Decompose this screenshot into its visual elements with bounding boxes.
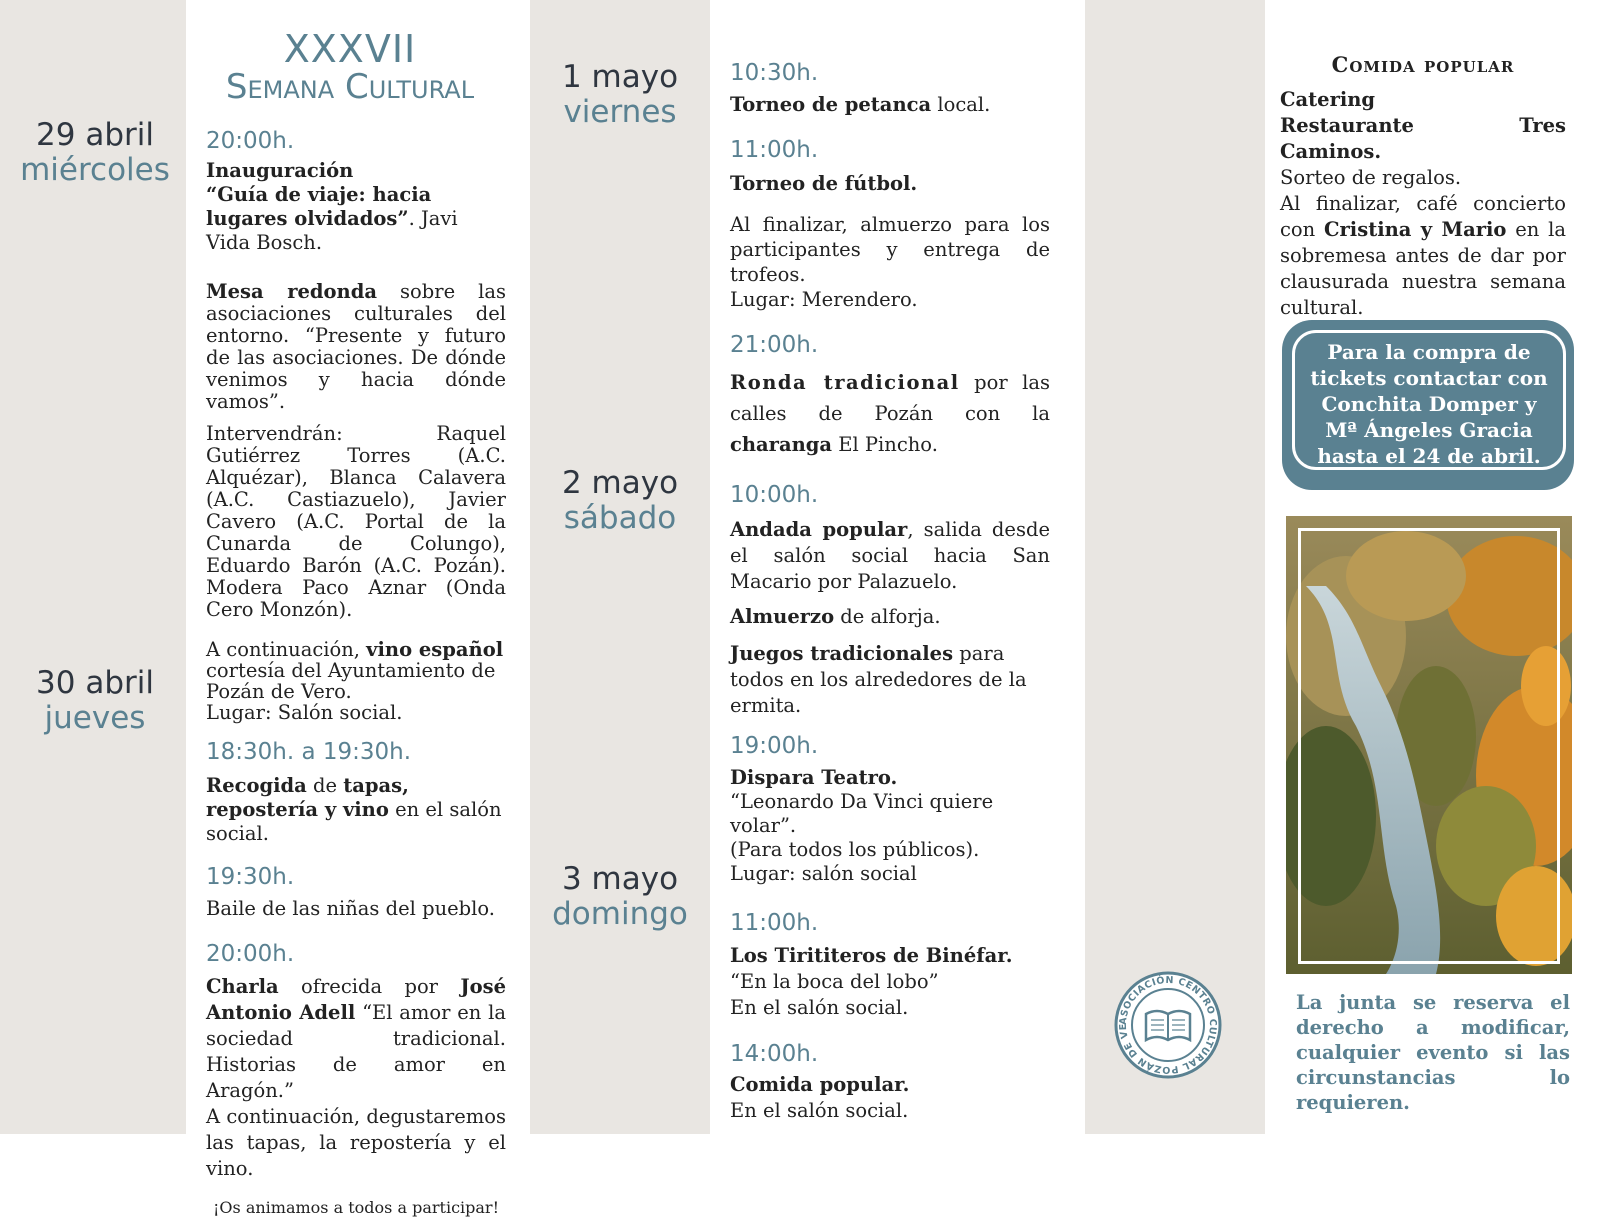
event-time: 19:30h. [206,864,295,890]
event-time: 21:00h. [730,332,819,358]
closing-message: ¡Os animamos a todos a participar! [212,1198,499,1217]
event-description: sobre las asociaciones culturales del entorno. “Presente y futuro de las asociaciones. De dónde venimos y hacia dónde vamos”. [206,280,507,413]
event-description: cortesía del Ayuntamiento de Pozán de Vero. [206,659,496,703]
column-1-program [206,130,506,1220]
day-label-2-mayo [545,465,695,536]
day-weekday: viernes [563,94,677,130]
event-speaker: José Antonio Adell [206,975,506,1024]
event-text: de alforja. [834,605,941,628]
event-degustacion: A continuación, degustaremos las tapas, la repostería y el vino. [206,1105,506,1180]
event-description: para todos en los alrededores de la ermita. [730,642,1027,717]
disclaimer-note: La junta se reserva el derecho a modificar, cualquier evento si las circunstancias lo requieren. [1296,991,1570,1114]
event-futbol [730,172,1050,196]
event-description: , salida desde el salón social hacia San Macario por Palazuelo. [730,518,1050,593]
day-weekday: domingo [552,896,688,932]
day-label-30-abril [20,665,170,736]
day-weekday: miércoles [20,152,170,188]
event-title: Mesa redonda [206,280,377,303]
event-time: 14:00h. [730,1041,819,1067]
event-text: A continuación, [206,638,367,661]
event-title: Ronda tradicional [730,371,960,394]
event-title: Comida popular. [730,1073,910,1096]
event-time: 18:30h. a 19:30h. [206,739,412,765]
event-title: Inauguración [206,159,354,182]
concert-rest: en la sobremesa antes de dar por clausurada nuestra semana cultural. [1280,218,1566,319]
event-mesa-redonda [206,281,506,413]
event-location: Lugar: Salón social. [206,701,403,724]
logo-text: ASOCIACIÓN CENTRO CULTURAL POZÁN DE VE [1117,974,1219,1076]
day-weekday: jueves [44,700,146,736]
event-location: En el salón social. [730,996,909,1019]
event-description: “El amor en la sociedad tradicional. Historias de amor en Aragón.” [206,1001,507,1102]
event-time: 20:00h. [206,941,295,967]
event-ronda [730,367,1050,460]
day-weekday: sábado [563,500,677,536]
column-3 [1280,52,1566,321]
event-vino [206,639,506,723]
event-title: Dispara Teatro. [730,766,898,789]
event-comida [730,1072,1050,1124]
day-date: 1 mayo [561,59,679,95]
event-teatro [730,766,1050,886]
event-title: Almuerzo [730,605,835,628]
ticket-info-box [1282,320,1574,490]
concert-artists: Cristina y Mario [1324,218,1507,241]
day-date: 2 mayo [561,465,679,501]
day-date: 29 abril [36,117,154,153]
event-title: Juegos tradicionales [730,642,954,665]
section-title: Comida popular [1331,52,1515,77]
event-andada [730,517,1050,595]
brochure-title [200,27,500,107]
event-time: 20:00h. [206,128,295,154]
event-participants: Intervendrán: Raquel Gutiérrez Torres (A.C. Alquézar), Blanca Calavera (A.C. Castiazuelo), Javier Cavero (A.C. Portal de la Cunarda de Colungo), Eduardo Barón (A.C. Pozán). Modera Paco Aznar (Onda Cero Monzón). [206,422,506,621]
event-petanca [730,93,1050,117]
title-name: Semana Cultural [225,67,475,107]
river-photo [1286,516,1572,974]
day-date: 3 mayo [561,861,679,897]
event-time: 11:00h. [730,137,819,163]
event-text: de [306,774,344,797]
event-recogida [206,774,506,846]
event-text: ofrecida por [278,975,461,998]
middle-band [530,0,710,1134]
event-highlight: tapas, repostería y vino [206,774,409,821]
event-title: Torneo de petanca [730,93,932,116]
event-title: Los Tirititeros de Binéfar. [730,944,1013,967]
event-quote: “Guía de viaje: hacia lugares olvidados” [206,183,432,230]
event-juegos [730,641,1050,719]
column-2-program [730,62,1050,1124]
day-date: 30 abril [36,665,154,701]
photo-frame [1298,528,1560,964]
title-edition: XXXVII [283,27,417,71]
event-time: 19:00h. [730,733,819,759]
event-title: Recogida [206,774,307,797]
event-inauguracion [206,159,506,255]
catering-label: Catering [1280,88,1376,111]
event-text: en el salón social. [206,798,502,845]
event-time: 10:30h. [730,60,819,86]
event-audience: (Para todos los públicos). [730,838,980,861]
association-logo [1113,970,1223,1080]
event-title: Andada popular [730,518,908,541]
event-title: vino español [366,638,504,661]
event-highlight: charanga [730,433,833,456]
event-text: local. [931,93,991,116]
day-label-29-abril [20,117,170,188]
event-location: Lugar: salón social [730,862,917,885]
event-almuerzo-alforja [730,605,1050,629]
event-baile: Baile de las niñas del pueblo. [206,897,495,920]
right-band [1085,0,1265,1134]
concert-text: Al finalizar, café concierto con [1280,192,1566,241]
event-author: . Javi Vida Bosch. [206,207,458,254]
event-almuerzo: Al finalizar, almuerzo para los participantes y entrega de trofeos. [730,213,1050,286]
raffle-text: Sorteo de regalos. [1280,166,1462,189]
catering-restaurant: Restaurante Tres Caminos. [1280,114,1566,163]
logo-seal [1113,970,1223,1080]
event-tirititeros [730,943,1050,1021]
event-time: 11:00h. [730,910,819,936]
ticket-info-text: Para la compra de tickets contactar con Conchita Domper y Mª Ángeles Gracia hasta el 24 de abril. [1292,330,1566,470]
event-title: Torneo de fútbol. [730,172,918,195]
event-charla [206,974,506,1104]
event-location: En el salón social. [730,1099,909,1122]
event-time: 10:00h. [730,482,819,508]
event-description: “Leonardo Da Vinci quiere volar”. [730,790,994,837]
event-text: por las calles de Pozán con la [730,371,1050,425]
event-title: Charla [206,975,279,998]
day-label-3-mayo [545,861,695,932]
event-description: “En la boca del lobo” [730,970,939,993]
event-text: El Pincho. [832,433,938,456]
event-location: Lugar: Merendero. [730,288,918,311]
day-label-1-mayo [545,59,695,130]
comida-details [1280,87,1566,321]
